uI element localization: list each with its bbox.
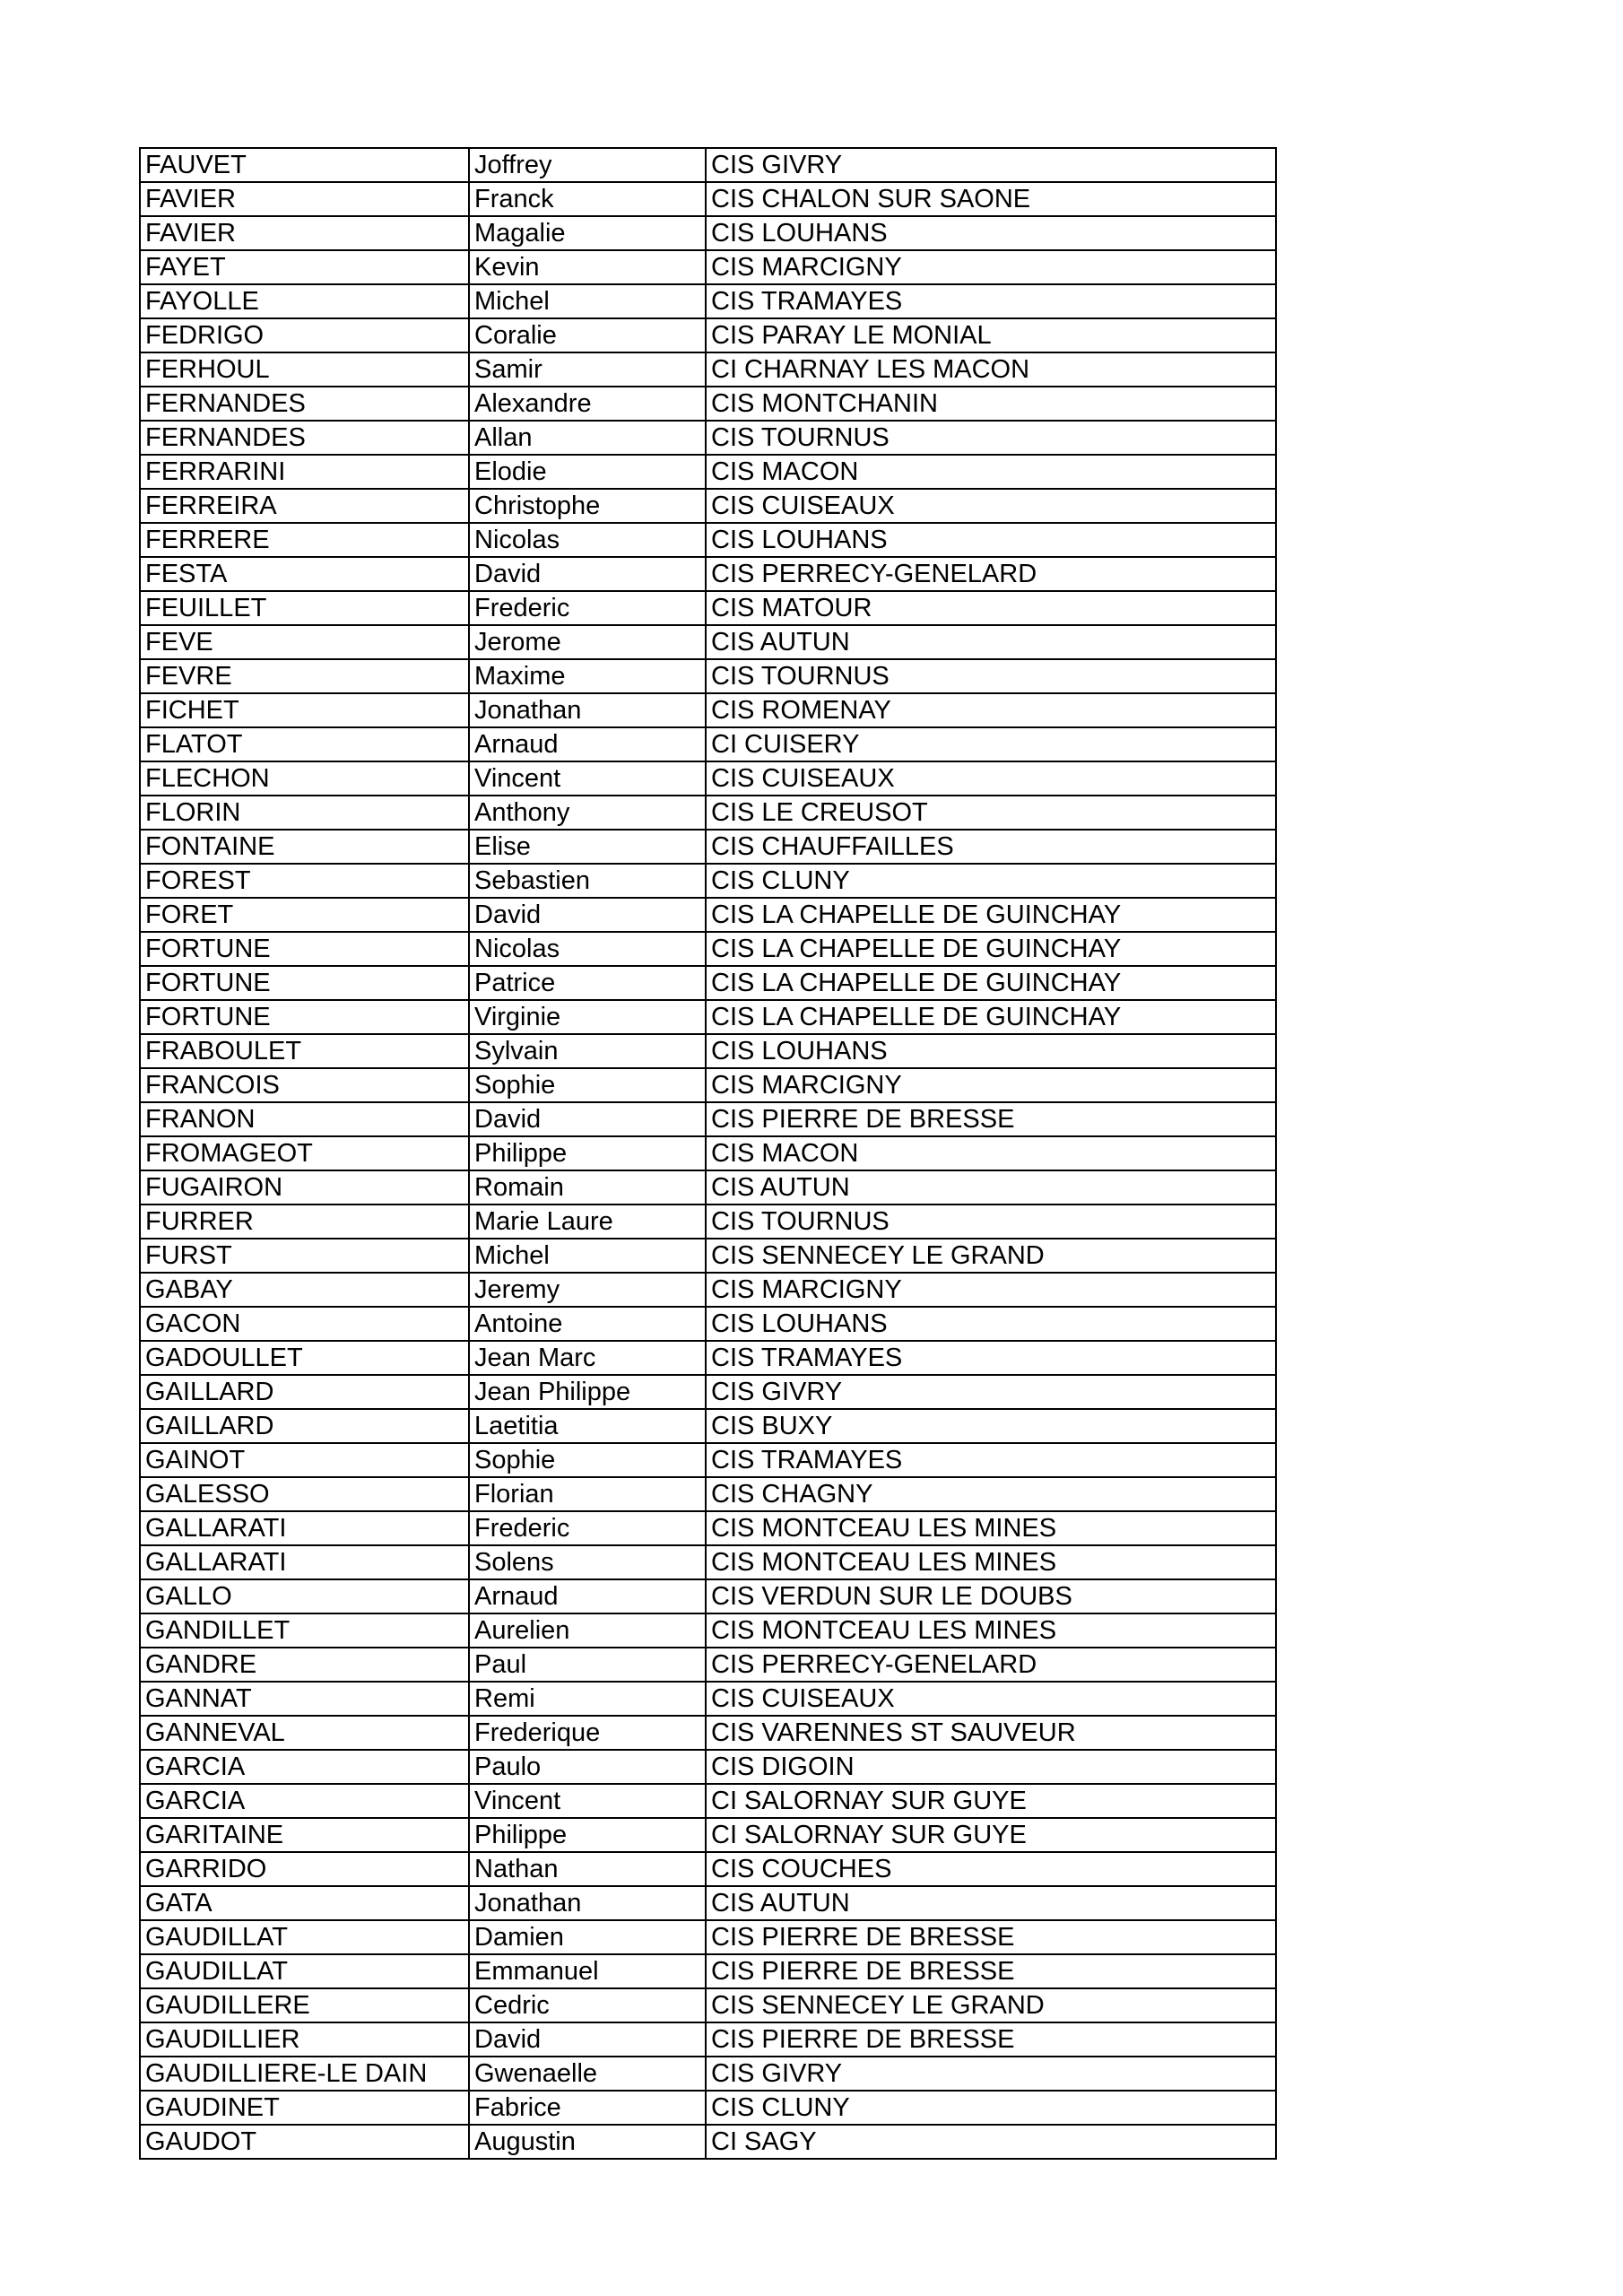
table-row xyxy=(140,148,1276,182)
first-name-cell: Christophe xyxy=(469,489,706,523)
table-row xyxy=(140,1920,1276,1954)
unit-cell: CIS CHAUFFAILLES xyxy=(706,830,1276,864)
unit-cell: CIS MONTCEAU LES MINES xyxy=(706,1545,1276,1579)
first-name-cell: Jeremy xyxy=(469,1273,706,1307)
first-name-cell: Philippe xyxy=(469,1136,706,1170)
table-row xyxy=(140,455,1276,489)
table-row xyxy=(140,1477,1276,1511)
table-row xyxy=(140,625,1276,659)
last-name-cell: GARRIDO xyxy=(140,1852,469,1886)
last-name-cell: FERREIRA xyxy=(140,489,469,523)
last-name-cell: FESTA xyxy=(140,557,469,591)
unit-cell: CIS PIERRE DE BRESSE xyxy=(706,1920,1276,1954)
table-row xyxy=(140,216,1276,250)
table-row xyxy=(140,557,1276,591)
last-name-cell: FAVIER xyxy=(140,182,469,216)
last-name-cell: FRABOULET xyxy=(140,1034,469,1068)
table-row xyxy=(140,966,1276,1000)
last-name-cell: GABAY xyxy=(140,1273,469,1307)
table-row xyxy=(140,932,1276,966)
first-name-cell: Maxime xyxy=(469,659,706,693)
unit-cell: CI SALORNAY SUR GUYE xyxy=(706,1784,1276,1818)
last-name-cell: FEVRE xyxy=(140,659,469,693)
roster-table-body xyxy=(140,148,1276,2159)
last-name-cell: GAUDOT xyxy=(140,2125,469,2159)
table-row xyxy=(140,284,1276,318)
unit-cell: CIS LOUHANS xyxy=(706,523,1276,557)
last-name-cell: GAILLARD xyxy=(140,1409,469,1443)
last-name-cell: GAUDILLIER xyxy=(140,2022,469,2057)
unit-cell: CIS PIERRE DE BRESSE xyxy=(706,2022,1276,2057)
first-name-cell: Sophie xyxy=(469,1068,706,1102)
unit-cell: CIS AUTUN xyxy=(706,625,1276,659)
last-name-cell: GARCIA xyxy=(140,1750,469,1784)
unit-cell: CIS SENNECEY LE GRAND xyxy=(706,1988,1276,2022)
table-row xyxy=(140,1068,1276,1102)
first-name-cell: Jonathan xyxy=(469,693,706,727)
table-row xyxy=(140,727,1276,761)
first-name-cell: Philippe xyxy=(469,1818,706,1852)
table-row xyxy=(140,421,1276,455)
last-name-cell: FURRER xyxy=(140,1205,469,1239)
unit-cell: CIS TOURNUS xyxy=(706,659,1276,693)
table-row xyxy=(140,318,1276,352)
first-name-cell: Kevin xyxy=(469,250,706,284)
first-name-cell: Marie Laure xyxy=(469,1205,706,1239)
first-name-cell: Nicolas xyxy=(469,523,706,557)
unit-cell: CIS CHAGNY xyxy=(706,1477,1276,1511)
unit-cell: CIS MARCIGNY xyxy=(706,1068,1276,1102)
unit-cell: CIS LOUHANS xyxy=(706,1034,1276,1068)
unit-cell: CIS PERRECY-GENELARD xyxy=(706,557,1276,591)
last-name-cell: GAINOT xyxy=(140,1443,469,1477)
first-name-cell: Samir xyxy=(469,352,706,387)
last-name-cell: FAYOLLE xyxy=(140,284,469,318)
table-row xyxy=(140,1409,1276,1443)
first-name-cell: Solens xyxy=(469,1545,706,1579)
unit-cell: CIS TOURNUS xyxy=(706,421,1276,455)
table-row xyxy=(140,1034,1276,1068)
unit-cell: CIS MONTCHANIN xyxy=(706,387,1276,421)
first-name-cell: Frederic xyxy=(469,1511,706,1545)
first-name-cell: David xyxy=(469,2022,706,2057)
last-name-cell: GATA xyxy=(140,1886,469,1920)
last-name-cell: GALESSO xyxy=(140,1477,469,1511)
last-name-cell: FERHOUL xyxy=(140,352,469,387)
first-name-cell: Cedric xyxy=(469,1988,706,2022)
first-name-cell: David xyxy=(469,557,706,591)
last-name-cell: FERNANDES xyxy=(140,387,469,421)
unit-cell: CIS LOUHANS xyxy=(706,216,1276,250)
last-name-cell: GANDRE xyxy=(140,1648,469,1682)
table-row xyxy=(140,2091,1276,2125)
first-name-cell: Elodie xyxy=(469,455,706,489)
table-row xyxy=(140,250,1276,284)
table-row xyxy=(140,1648,1276,1682)
table-row xyxy=(140,387,1276,421)
last-name-cell: GANNAT xyxy=(140,1682,469,1716)
unit-cell: CIS LE CREUSOT xyxy=(706,796,1276,830)
first-name-cell: Patrice xyxy=(469,966,706,1000)
unit-cell: CIS MONTCEAU LES MINES xyxy=(706,1613,1276,1648)
table-row xyxy=(140,2125,1276,2159)
last-name-cell: FAVIER xyxy=(140,216,469,250)
table-row xyxy=(140,1443,1276,1477)
last-name-cell: FROMAGEOT xyxy=(140,1136,469,1170)
last-name-cell: GANDILLET xyxy=(140,1613,469,1648)
first-name-cell: Arnaud xyxy=(469,727,706,761)
table-row xyxy=(140,1102,1276,1136)
last-name-cell: FORET xyxy=(140,898,469,932)
table-row xyxy=(140,1852,1276,1886)
unit-cell: CIS LOUHANS xyxy=(706,1307,1276,1341)
first-name-cell: Damien xyxy=(469,1920,706,1954)
last-name-cell: GADOULLET xyxy=(140,1341,469,1375)
table-row xyxy=(140,1511,1276,1545)
last-name-cell: FORTUNE xyxy=(140,932,469,966)
unit-cell: CIS CHALON SUR SAONE xyxy=(706,182,1276,216)
first-name-cell: Frederic xyxy=(469,591,706,625)
first-name-cell: Magalie xyxy=(469,216,706,250)
unit-cell: CIS CUISEAUX xyxy=(706,1682,1276,1716)
unit-cell: CIS LA CHAPELLE DE GUINCHAY xyxy=(706,932,1276,966)
unit-cell: CIS SENNECEY LE GRAND xyxy=(706,1239,1276,1273)
first-name-cell: Antoine xyxy=(469,1307,706,1341)
first-name-cell: David xyxy=(469,898,706,932)
table-row xyxy=(140,1375,1276,1409)
first-name-cell: Michel xyxy=(469,284,706,318)
first-name-cell: Sophie xyxy=(469,1443,706,1477)
first-name-cell: Jean Philippe xyxy=(469,1375,706,1409)
last-name-cell: GAUDILLAT xyxy=(140,1920,469,1954)
last-name-cell: GARITAINE xyxy=(140,1818,469,1852)
last-name-cell: GAUDILLIERE-LE DAIN xyxy=(140,2057,469,2091)
last-name-cell: FLORIN xyxy=(140,796,469,830)
unit-cell: CIS ROMENAY xyxy=(706,693,1276,727)
last-name-cell: FURST xyxy=(140,1239,469,1273)
last-name-cell: GANNEVAL xyxy=(140,1716,469,1750)
first-name-cell: Vincent xyxy=(469,761,706,796)
table-row xyxy=(140,591,1276,625)
unit-cell: CIS TRAMAYES xyxy=(706,1443,1276,1477)
unit-cell: CIS LA CHAPELLE DE GUINCHAY xyxy=(706,966,1276,1000)
unit-cell: CI SALORNAY SUR GUYE xyxy=(706,1818,1276,1852)
last-name-cell: GAUDINET xyxy=(140,2091,469,2125)
unit-cell: CIS GIVRY xyxy=(706,1375,1276,1409)
table-row xyxy=(140,693,1276,727)
last-name-cell: GALLARATI xyxy=(140,1545,469,1579)
last-name-cell: FAYET xyxy=(140,250,469,284)
unit-cell: CIS COUCHES xyxy=(706,1852,1276,1886)
last-name-cell: FORTUNE xyxy=(140,1000,469,1034)
unit-cell: CIS LA CHAPELLE DE GUINCHAY xyxy=(706,1000,1276,1034)
first-name-cell: Allan xyxy=(469,421,706,455)
table-row xyxy=(140,1886,1276,1920)
first-name-cell: Romain xyxy=(469,1170,706,1205)
last-name-cell: FERRERE xyxy=(140,523,469,557)
table-row xyxy=(140,1954,1276,1988)
last-name-cell: GALLO xyxy=(140,1579,469,1613)
last-name-cell: GARCIA xyxy=(140,1784,469,1818)
last-name-cell: GALLARATI xyxy=(140,1511,469,1545)
last-name-cell: GAUDILLAT xyxy=(140,1954,469,1988)
unit-cell: CIS CUISEAUX xyxy=(706,489,1276,523)
first-name-cell: Michel xyxy=(469,1239,706,1273)
first-name-cell: Arnaud xyxy=(469,1579,706,1613)
last-name-cell: FEVE xyxy=(140,625,469,659)
first-name-cell: Laetitia xyxy=(469,1409,706,1443)
first-name-cell: Elise xyxy=(469,830,706,864)
first-name-cell: Aurelien xyxy=(469,1613,706,1648)
unit-cell: CIS PIERRE DE BRESSE xyxy=(706,1102,1276,1136)
first-name-cell: Anthony xyxy=(469,796,706,830)
unit-cell: CIS CLUNY xyxy=(706,864,1276,898)
table-row xyxy=(140,352,1276,387)
first-name-cell: Alexandre xyxy=(469,387,706,421)
last-name-cell: FLECHON xyxy=(140,761,469,796)
first-name-cell: Sylvain xyxy=(469,1034,706,1068)
last-name-cell: GACON xyxy=(140,1307,469,1341)
unit-cell: CIS DIGOIN xyxy=(706,1750,1276,1784)
last-name-cell: FOREST xyxy=(140,864,469,898)
first-name-cell: Florian xyxy=(469,1477,706,1511)
table-row xyxy=(140,830,1276,864)
unit-cell: CIS PARAY LE MONIAL xyxy=(706,318,1276,352)
unit-cell: CIS VERDUN SUR LE DOUBS xyxy=(706,1579,1276,1613)
table-row xyxy=(140,1579,1276,1613)
table-row xyxy=(140,1818,1276,1852)
unit-cell: CIS MACON xyxy=(706,1136,1276,1170)
first-name-cell: Fabrice xyxy=(469,2091,706,2125)
first-name-cell: Nicolas xyxy=(469,932,706,966)
table-row xyxy=(140,1716,1276,1750)
unit-cell: CIS PIERRE DE BRESSE xyxy=(706,1954,1276,1988)
first-name-cell: Gwenaelle xyxy=(469,2057,706,2091)
first-name-cell: David xyxy=(469,1102,706,1136)
first-name-cell: Nathan xyxy=(469,1852,706,1886)
table-row xyxy=(140,1205,1276,1239)
first-name-cell: Augustin xyxy=(469,2125,706,2159)
table-row xyxy=(140,864,1276,898)
first-name-cell: Virginie xyxy=(469,1000,706,1034)
last-name-cell: FONTAINE xyxy=(140,830,469,864)
first-name-cell: Jonathan xyxy=(469,1886,706,1920)
first-name-cell: Jerome xyxy=(469,625,706,659)
table-row xyxy=(140,1136,1276,1170)
unit-cell: CIS MARCIGNY xyxy=(706,250,1276,284)
table-row xyxy=(140,1307,1276,1341)
first-name-cell: Paul xyxy=(469,1648,706,1682)
first-name-cell: Sebastien xyxy=(469,864,706,898)
table-row xyxy=(140,1341,1276,1375)
table-row xyxy=(140,2022,1276,2057)
unit-cell: CIS CUISEAUX xyxy=(706,761,1276,796)
table-row xyxy=(140,659,1276,693)
unit-cell: CIS CLUNY xyxy=(706,2091,1276,2125)
first-name-cell: Coralie xyxy=(469,318,706,352)
table-row xyxy=(140,182,1276,216)
table-row xyxy=(140,1784,1276,1818)
last-name-cell: FLATOT xyxy=(140,727,469,761)
table-row xyxy=(140,761,1276,796)
table-row xyxy=(140,796,1276,830)
last-name-cell: FICHET xyxy=(140,693,469,727)
unit-cell: CIS BUXY xyxy=(706,1409,1276,1443)
unit-cell: CIS MONTCEAU LES MINES xyxy=(706,1511,1276,1545)
last-name-cell: GAUDILLERE xyxy=(140,1988,469,2022)
unit-cell: CIS MATOUR xyxy=(706,591,1276,625)
last-name-cell: FRANCOIS xyxy=(140,1068,469,1102)
table-row xyxy=(140,1239,1276,1273)
first-name-cell: Remi xyxy=(469,1682,706,1716)
unit-cell: CIS PERRECY-GENELARD xyxy=(706,1648,1276,1682)
table-row xyxy=(140,1545,1276,1579)
table-row xyxy=(140,1750,1276,1784)
unit-cell: CIS LA CHAPELLE DE GUINCHAY xyxy=(706,898,1276,932)
roster-table xyxy=(139,147,1277,2160)
table-row xyxy=(140,1170,1276,1205)
first-name-cell: Paulo xyxy=(469,1750,706,1784)
last-name-cell: FAUVET xyxy=(140,148,469,182)
unit-cell: CI SAGY xyxy=(706,2125,1276,2159)
first-name-cell: Frederique xyxy=(469,1716,706,1750)
first-name-cell: Jean Marc xyxy=(469,1341,706,1375)
table-row xyxy=(140,898,1276,932)
table-row xyxy=(140,489,1276,523)
last-name-cell: FRANON xyxy=(140,1102,469,1136)
unit-cell: CIS MACON xyxy=(706,455,1276,489)
unit-cell: CIS AUTUN xyxy=(706,1886,1276,1920)
unit-cell: CIS VARENNES ST SAUVEUR xyxy=(706,1716,1276,1750)
first-name-cell: Emmanuel xyxy=(469,1954,706,1988)
table-row xyxy=(140,1613,1276,1648)
last-name-cell: FEDRIGO xyxy=(140,318,469,352)
unit-cell: CIS TOURNUS xyxy=(706,1205,1276,1239)
unit-cell: CI CUISERY xyxy=(706,727,1276,761)
first-name-cell: Vincent xyxy=(469,1784,706,1818)
last-name-cell: FERNANDES xyxy=(140,421,469,455)
table-row xyxy=(140,1988,1276,2022)
unit-cell: CIS MARCIGNY xyxy=(706,1273,1276,1307)
table-row xyxy=(140,523,1276,557)
unit-cell: CIS GIVRY xyxy=(706,148,1276,182)
last-name-cell: FERRARINI xyxy=(140,455,469,489)
unit-cell: CIS AUTUN xyxy=(706,1170,1276,1205)
unit-cell: CI CHARNAY LES MACON xyxy=(706,352,1276,387)
last-name-cell: GAILLARD xyxy=(140,1375,469,1409)
first-name-cell: Joffrey xyxy=(469,148,706,182)
unit-cell: CIS TRAMAYES xyxy=(706,1341,1276,1375)
table-row xyxy=(140,1273,1276,1307)
last-name-cell: FORTUNE xyxy=(140,966,469,1000)
unit-cell: CIS GIVRY xyxy=(706,2057,1276,2091)
table-row xyxy=(140,2057,1276,2091)
first-name-cell: Franck xyxy=(469,182,706,216)
unit-cell: CIS TRAMAYES xyxy=(706,284,1276,318)
last-name-cell: FUGAIRON xyxy=(140,1170,469,1205)
table-row xyxy=(140,1000,1276,1034)
last-name-cell: FEUILLET xyxy=(140,591,469,625)
table-row xyxy=(140,1682,1276,1716)
